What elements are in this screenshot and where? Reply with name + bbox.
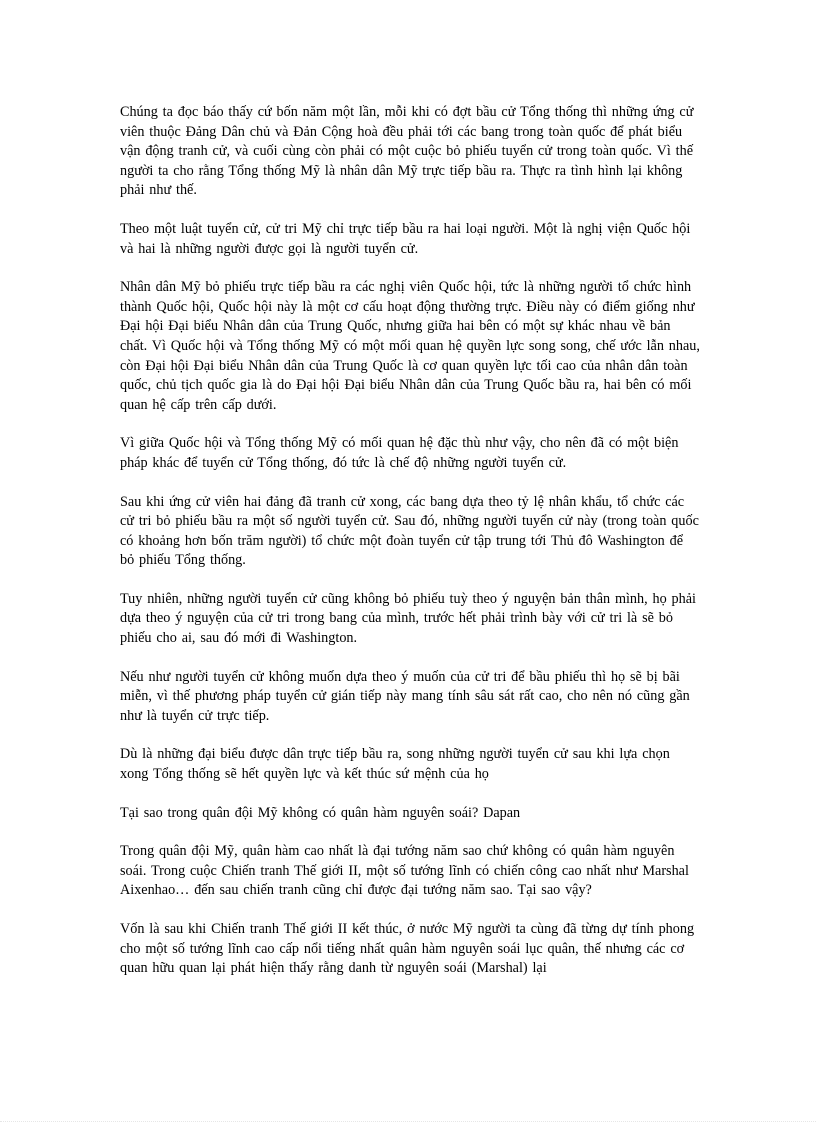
paragraph-marshal-question: Tại sao trong quân đội Mỹ không có quân hàm nguyên soái? Dapan [120, 804, 521, 821]
document-body [120, 103, 700, 998]
page-bottom-divider [0, 1121, 816, 1122]
paragraph-elector-dismissal: Nếu như người tuyển cử không muốn dựa theo ý muốn của cử tri để bầu phiếu thì họ sẽ bị bãi miễn, vì thế phương pháp tuyển cử gián tiếp này mang tính sâu sát rất cao, cho nên nó cũng gần như là tuyển cử trực tiếp. [120, 668, 690, 724]
paragraph-election-intro: Chúng ta đọc báo thấy cứ bốn năm một lần, mỗi khi có đợt bầu cử Tổng thống thì những ứng cử viên thuộc Đảng Dân chủ và Đản Cộng hoà đều phải tới các bang trong toàn quốc để phát biểu vận động tranh cử, và cuối cùng còn phải có một cuộc bỏ phiếu tuyển cử trong toàn quốc. Vì thế người ta cho rằng Tổng thống Mỹ là nhân dân Mỹ trực tiếp bầu ra. Thực ra tình hình lại không phải như thế. [120, 104, 694, 199]
paragraph-election-law: Theo một luật tuyển cử, cử tri Mỹ chỉ trực tiếp bầu ra hai loại người. Một là nghị viện Quốc hội và hai là những người được gọi là người tuyển cử. [120, 220, 691, 257]
paragraph-congress: Nhân dân Mỹ bỏ phiếu trực tiếp bầu ra các nghị viên Quốc hội, tức là những người tổ chức hình thành Quốc hội, Quốc hội này là một cơ cấu hoạt động thường trực. Điều này có điểm giống như Đại hội Đại biểu Nhân dân của Trung Quốc, nhưng giữa hai bên có một sự khác nhau về bản chất. Vì Quốc hội và Tổng thống Mỹ có một mối quan hệ quyền lực song song, chế ước lẫn nhau, còn Đại hội Đại biểu Nhân dân của Trung Quốc là cơ quan quyền lực tối cao của nhân dân toàn quốc, chủ tịch quốc gia là do Đại hội Đại biểu Nhân dân của Trung Quốc bầu ra, hai bên có mối quan hệ cấp trên cấp dưới. [120, 279, 700, 413]
paragraph-marshal-history: Vốn là sau khi Chiến tranh Thế giới II kết thúc, ở nước Mỹ người ta cùng đã từng dự tính phong cho một số tướng lĩnh cao cấp nổi tiếng nhất quân hàm nguyên soái lục quân, thế nhưng các cơ quan hữu quan lại phát hiện thấy rằng danh từ nguyên soái (Marshal) lại [120, 921, 695, 977]
paragraph-highest-rank: Trong quân đội Mỹ, quân hàm cao nhất là đại tướng năm sao chứ không có quân hàm nguyên soái. Trong cuộc Chiến tranh Thế giới II, một số tướng lĩnh có chiến công cao nhất như Marshal Aixenhao… đến sau chiến tranh cũng chỉ được đại tướng năm sao. Tại sao vậy? [120, 843, 689, 899]
paragraph-electors-end: Dù là những đại biểu được dân trực tiếp bầu ra, song những người tuyển cử sau khi lựa chọn xong Tổng thống sẽ hết quyền lực và kết thúc sứ mệnh của họ [120, 746, 670, 783]
paragraph-electoral-system: Vì giữa Quốc hội và Tổng thống Mỹ có mối quan hệ đặc thù như vậy, cho nên đã có một biện pháp khác để tuyển cử Tổng thống, đó tức là chế độ những người tuyển cử. [120, 435, 679, 471]
paragraph-electors-selection: Sau khi ứng cử viên hai đảng đã tranh cử xong, các bang dựa theo tỷ lệ nhân khẩu, tổ chức các cử tri bỏ phiếu bầu ra một số người tuyển cử. Sau đó, những người tuyển cử này (trong toàn quốc có khoảng hơn bốn trăm người) tổ chức một đoàn tuyển cử tập trung tới Thủ đô Washington để bỏ phiếu Tổng thống. [120, 493, 699, 569]
paragraph-electors-vote: Tuy nhiên, những người tuyển cử cũng không bỏ phiếu tuỳ theo ý nguyện bản thân mình, họ phải dựa theo ý nguyện của cử tri trong bang của mình, trước hết phải trình bày với cử tri là sẽ bỏ phiếu cho ai, sau đó mới đi Washington. [120, 590, 696, 647]
